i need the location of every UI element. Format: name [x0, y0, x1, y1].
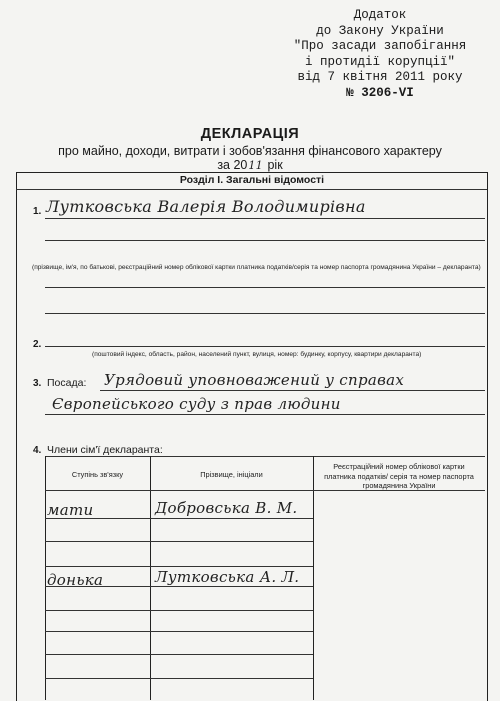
item-number: 3. — [33, 378, 42, 389]
item-number: 1. — [33, 206, 42, 217]
table-rule — [45, 678, 313, 679]
table-column-rule — [150, 456, 151, 700]
address-caption: (поштовий індекс, область, район, населений пункт, вулиця, номер: будинку, корпусу, квартири декларанта) — [92, 351, 422, 358]
section-heading: Розділ І. Загальні відомості — [179, 174, 325, 186]
declarant-name-handwritten: Лутковська Валерія Володимирівна — [46, 197, 366, 216]
column-header: Реєстраційний номер облікової картки платника податків/ серія та номер паспорта громадянина України — [324, 462, 474, 490]
appendix-line: і протидії корупції" — [304, 54, 456, 69]
fill-line — [45, 414, 485, 415]
table-rule — [45, 566, 313, 567]
year-suffix: рік — [267, 158, 283, 172]
fill-line — [45, 313, 485, 314]
column-header: Прізвище, ініціали — [200, 470, 263, 479]
appendix-line: від 7 квітня 2011 року — [297, 70, 463, 85]
table-rule — [45, 654, 313, 655]
family-name-cell: Лутковська А. Л. — [155, 568, 300, 586]
table-rule — [45, 490, 485, 491]
position-label: Посада: — [47, 377, 87, 389]
appendix-line: № 3206-VI — [346, 85, 414, 100]
fill-line — [100, 390, 485, 391]
column-header: Ступінь зв'язку — [71, 470, 124, 479]
table-rule — [45, 541, 313, 542]
year-prefix: за 20 — [217, 158, 248, 172]
fill-line — [45, 240, 485, 241]
fill-line — [45, 287, 485, 288]
family-label: Члени сім'ї декларанта: — [47, 444, 163, 456]
appendix-header — [270, 8, 490, 102]
table-rule — [45, 456, 485, 457]
year-handwritten: 11 — [248, 159, 263, 172]
item-number: 2. — [33, 339, 42, 350]
fill-line — [45, 346, 485, 347]
appendix-line: Додаток — [353, 8, 407, 22]
relation-cell: донька — [47, 571, 104, 589]
table-column-rule — [45, 456, 46, 700]
fill-line — [45, 218, 485, 219]
declaration-year — [0, 158, 500, 173]
family-name-cell: Добровська В. М. — [155, 499, 298, 517]
name-caption: (прізвище, ім'я, по батькові, реєстраційний номер облікової картки платника податків/серія та номер паспорта громадянина України – декларанта) — [32, 264, 481, 271]
table-rule — [45, 610, 313, 611]
appendix-line: до Закону України — [316, 23, 444, 38]
table-column-rule — [313, 456, 314, 700]
position-handwritten-line1: Урядовий уповноважений у справах — [104, 371, 405, 389]
declaration-subtitle: про майно, доходи, витрати і зобов'язання фінансового характеру — [58, 144, 442, 158]
appendix-line: "Про засади запобігання — [293, 39, 467, 54]
table-rule — [45, 631, 313, 632]
relation-cell: мати — [47, 501, 94, 519]
family-table — [45, 456, 485, 700]
item-number: 4. — [33, 445, 42, 456]
divider — [16, 189, 487, 190]
declaration-title: ДЕКЛАРАЦІЯ — [200, 126, 300, 142]
position-handwritten-line2: Європейського суду з прав людини — [52, 395, 341, 413]
